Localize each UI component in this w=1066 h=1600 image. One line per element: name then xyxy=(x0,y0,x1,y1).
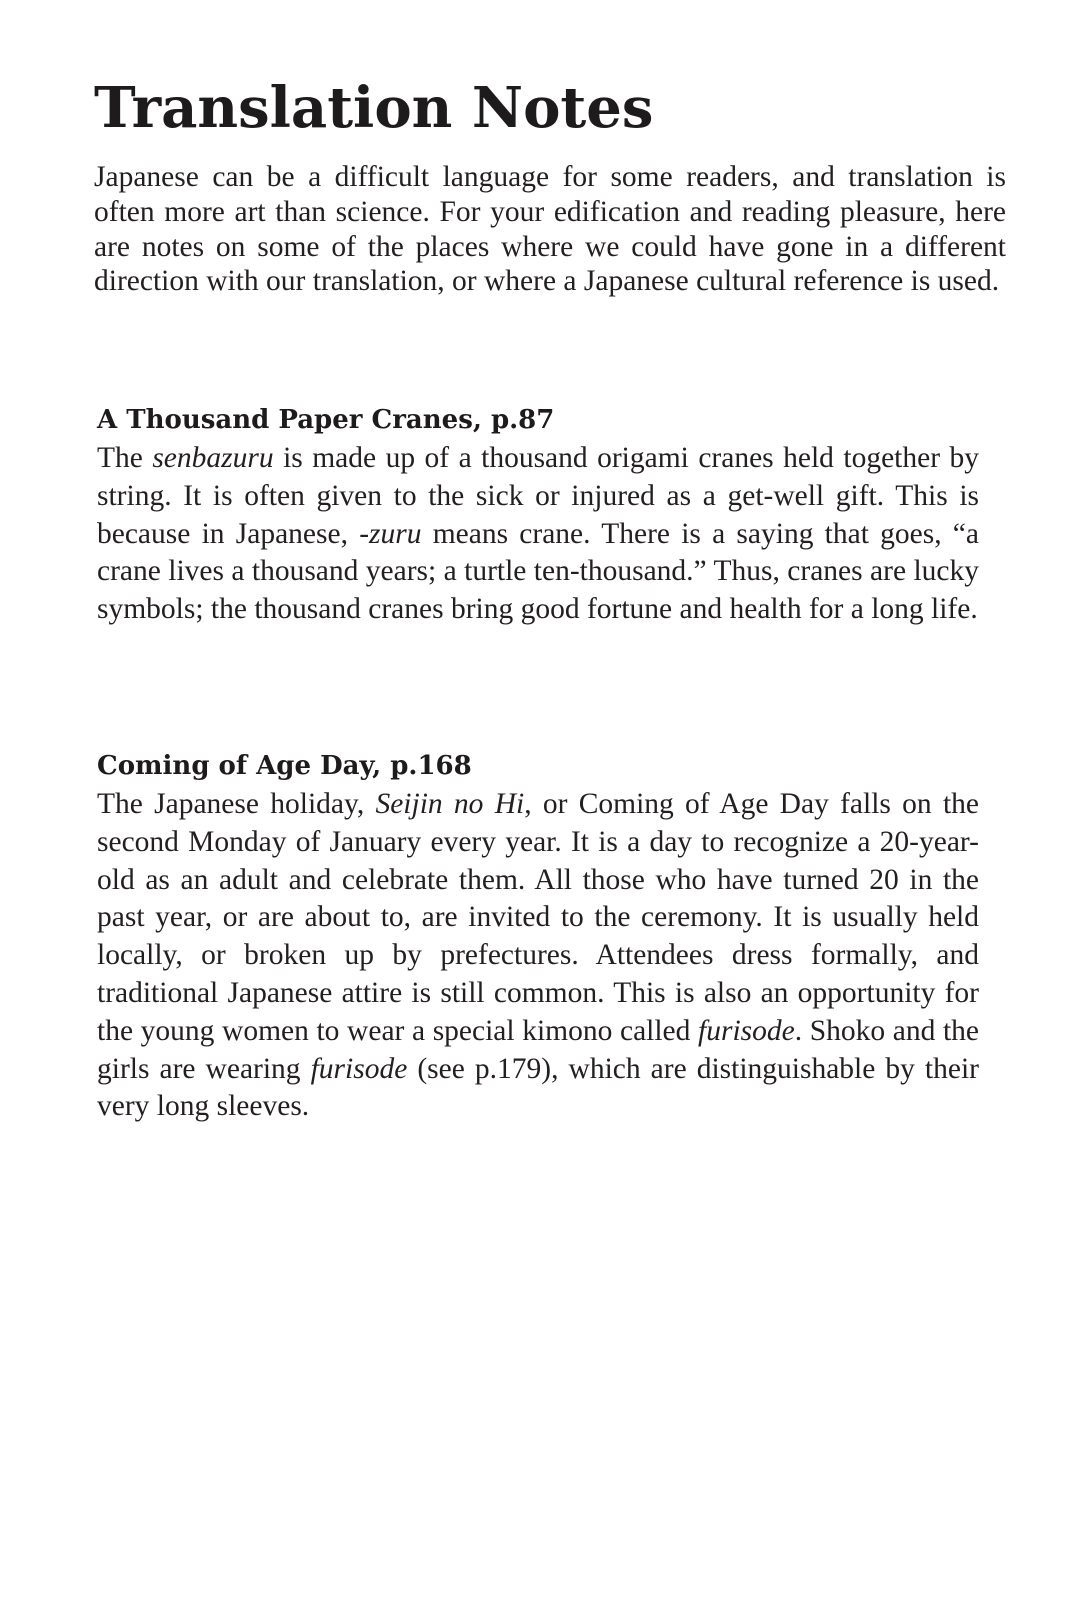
page-title: Translation Notes xyxy=(94,75,654,141)
note-text: , or Coming of Age Day falls on the second Monday of January every year. It is a day to recognize a 20-year-old as an adult and celebrate them. All those who have turned 20 in the past year, or are about to, are invited to the ceremony. It is usually held locally, or broken up by prefectures. Attendees dress formally, and traditional Japanese attire is still common. This is also an opportunity for the young women to wear a special kimono called xyxy=(97,788,979,1047)
note-heading-title: A Thousand Paper Cranes xyxy=(97,405,473,435)
note-text: The xyxy=(97,442,153,474)
note-term: furisode xyxy=(310,1052,408,1085)
note-page-ref: , p.168 xyxy=(372,751,472,781)
note-text: . Shoko and the girls are wearing xyxy=(97,1014,979,1085)
note-text: is made up of a thousand origami cranes held together by string. It is often given to the sick or injured as a get-well gift. This is because in Japanese, xyxy=(97,442,979,550)
note-text: The Japanese holiday, xyxy=(97,788,376,820)
note-body xyxy=(97,786,979,1126)
note-term: furisode xyxy=(698,1014,795,1047)
note-body xyxy=(97,440,979,629)
note-heading xyxy=(97,746,979,786)
note-page-ref: , p.87 xyxy=(472,405,555,435)
note-heading xyxy=(97,400,979,440)
note-term: senbazuru xyxy=(152,442,274,474)
note-section-cranes xyxy=(97,400,979,629)
note-heading-title: Coming of Age Day xyxy=(97,751,373,781)
intro-paragraph: Japanese can be a difficult language for some readers, and translation is often more art than science. For your edification and reading pleasure, here are notes on some of the places where we could have gone in a different direction with our translation, or where a Japanese cultural reference is used. xyxy=(94,161,1006,298)
note-term: -zuru xyxy=(359,517,422,550)
note-term: Seijin no Hi xyxy=(375,788,525,820)
note-section-coming-of-age xyxy=(97,746,979,1126)
note-text: (see p.179), which are distinguishable by their very long sleeves. xyxy=(97,1052,979,1123)
note-text: means crane. There is a saying that goes, “a crane lives a thousand years; a turtle ten-thousand.” Thus, cranes are lucky symbols; the thousand cranes bring good fortune and health for a long life. xyxy=(97,517,979,626)
